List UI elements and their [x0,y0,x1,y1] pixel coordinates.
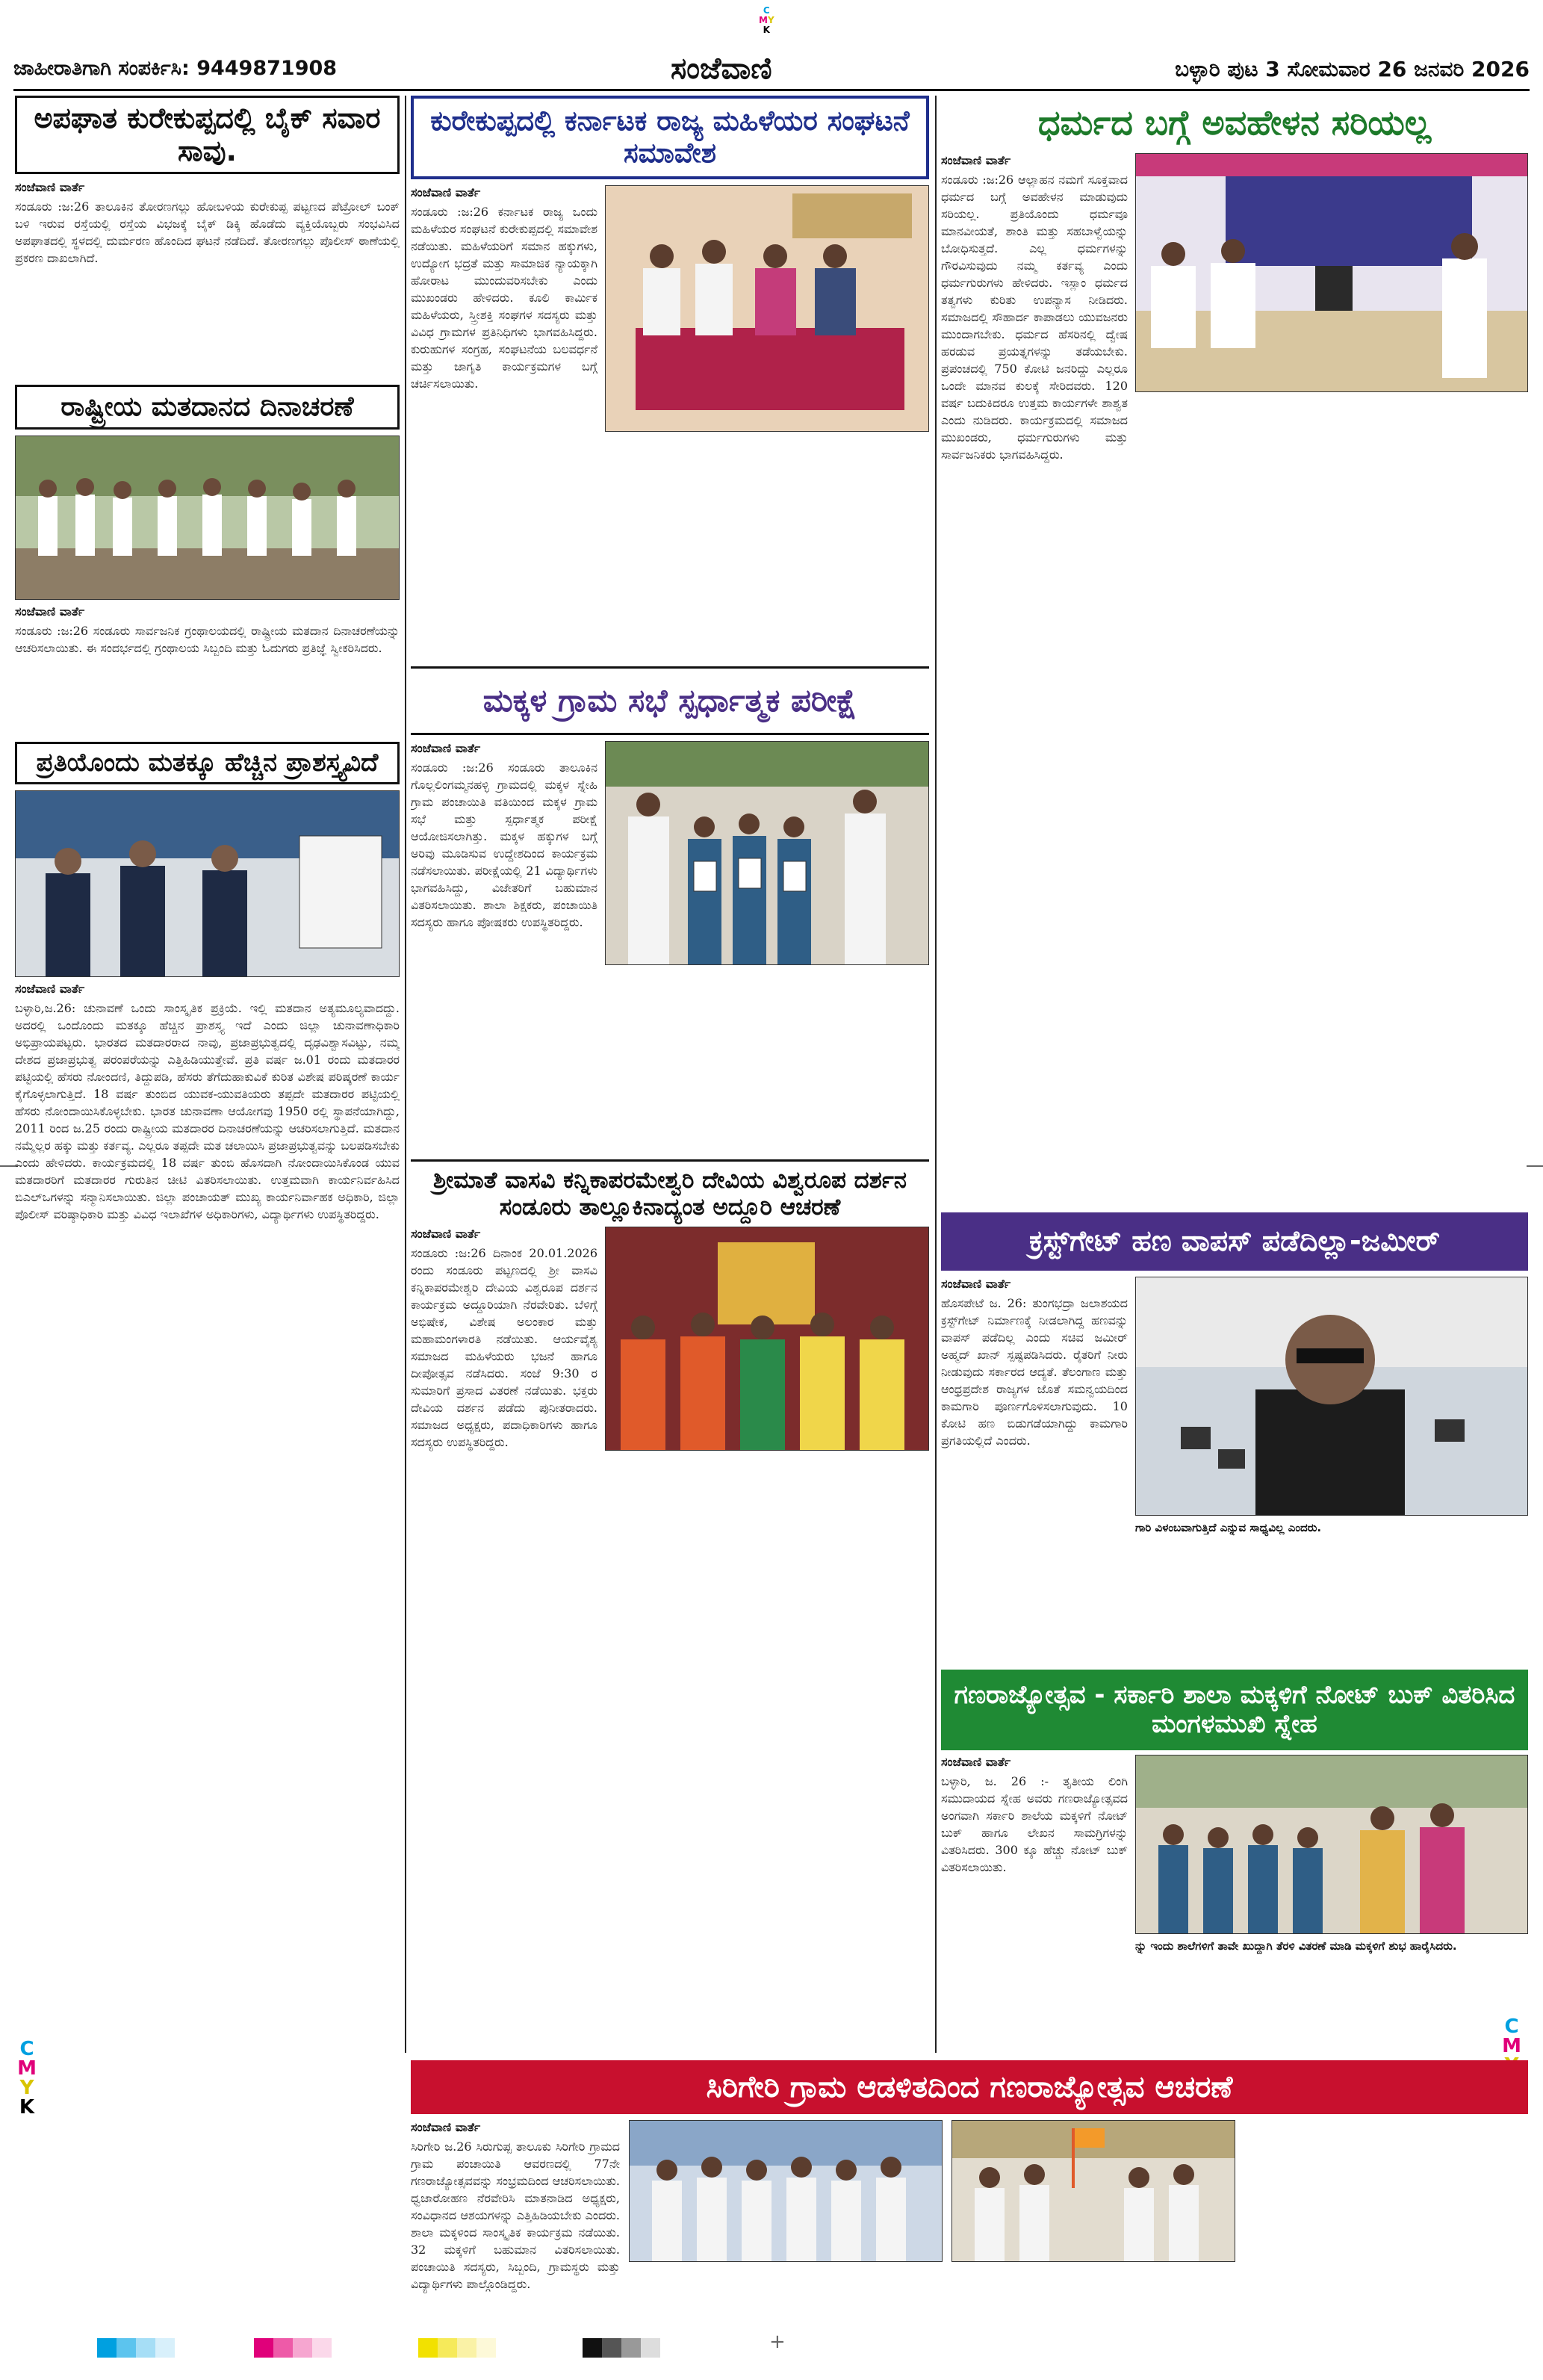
photo-voting-day-pledge-image [16,436,399,599]
column-rule [935,96,937,2053]
swatch-black [602,2338,621,2358]
dateline: ಬಳ್ಳಾರಿ ಪುಟ 3 ಸೋಮವಾರ 26 ಜನವರಿ 2026 [1175,57,1530,81]
photo-women-convention-image [606,186,928,431]
photo-minister-image [1136,1277,1527,1515]
byline: ಸಂಜೆವಾಣಿ ವಾರ್ತೆ [941,1754,1011,1769]
photo-vasavi-celebration-image [606,1227,928,1450]
story-every-vote-headline-box [15,742,400,784]
story-women-convention [411,185,929,663]
story-accident [15,96,400,174]
headline-religion: ಧರ್ಮದ ಬಗ್ಗೆ ಅವಹೇಳನ ಸರಿಯಲ್ಲ [1037,102,1432,143]
photo-sirigeri-1-image [630,2121,942,2261]
story-religion [941,153,1528,1206]
photo-vasavi-celebration [605,1227,929,1451]
headline-accident: ಅಪಘಾತ ಕುರೇಕುಪ್ಪದಲ್ಲಿ ಬೈಕ್ ಸವಾರ ಸಾವು. [34,102,381,167]
cmyk-k: K [19,2096,35,2119]
byline: ಸಂಜೆವಾಣಿ ವಾರ್ತೆ [941,1276,1011,1291]
cmyk-m: M [17,2057,37,2080]
story-notebook-media [1135,1755,1528,2016]
swatch-magenta [312,2338,332,2358]
cmyk-k: K [763,25,770,35]
story-sirigeri-row [411,2120,1528,2322]
swatch-cyan [97,2338,117,2358]
swatch-magenta [254,2338,273,2358]
story-children-text [411,741,597,1159]
story-body-voters-day: ಸಂಡೂರು :ಜ:26 ಸಂಡೂರು ಸಾರ್ವಜನಿಕ ಗ್ರಂಥಾಲಯದಲ್ಲಿ ರಾಷ್ಟ್ರೀಯ ಮತದಾನ ದಿನಾಚರಣೆಯನ್ನು ಆಚರಿಸಲಾಯಿತು. ಈ ಸಂದರ್ಭದಲ್ಲಿ ಗ್ರಂಥಾಲಯ ಸಿಬ್ಬಂದಿ ಮತ್ತು ಓದುಗರು ಪ್ರತಿಜ್ಞೆ ಸ್ವೀಕರಿಸಿದರು. [15,623,400,655]
story-body-women-convention: ಸಂಡೂರು :ಜ:26 ಕರ್ನಾಟಕ ರಾಜ್ಯ ಒಂದು ಮಹಿಳೆಯರ ಸಂಘಟನೆ ಕುರೇಕುಪ್ಪದಲ್ಲಿ ಸಮಾವೇಶ ನಡೆಯಿತು. ಮಹಿಳೆಯರಿಗೆ ಸಮಾನ ಹಕ್ಕುಗಳು, ಉದ್ಯೋಗ ಭದ್ರತೆ ಮತ್ತು ಸಾಮಾಜಿಕ ನ್ಯಾಯಕ್ಕಾಗಿ ಹೋರಾಟ ಮುಂದುವರಿಸಬೇಕು ಎಂದು ಮುಖಂಡರು ಹೇಳಿದರು. ಕೂಲಿ ಕಾರ್ಮಿಕ ಮಹಿಳೆಯರು, ಸ್ತ್ರೀಶಕ್ತಿ ಸಂಘಗಳ ಸದಸ್ಯರು ಮತ್ತು ವಿವಿಧ ಗ್ರಾಮಗಳ ಪ್ರತಿನಿಧಿಗಳು ಭಾಗವಹಿಸಿದ್ದರು. ಕುರುಹುಗಳ ಸಂಗ್ರಹ, ಸಂಘಟನೆಯ ಬಲವರ್ಧನೆ ಮತ್ತು ಜಾಗೃತಿ ಕಾರ್ಯಕ್ರಮಗಳ ಬಗ್ಗೆ ಚರ್ಚಿಸಲಾಯಿತು. [411,205,597,391]
story-notebook-text [941,1755,1128,2016]
story-children-gram-sabha [411,741,929,1159]
cmyk-y: Y [767,15,774,25]
byline: ಸಂಜೆವಾಣಿ ವಾರ್ತೆ [15,604,85,619]
photo-religion-talk [1135,153,1528,392]
story-crestgate-media [1135,1277,1528,1665]
story-crestgate [941,1277,1528,1665]
story-sirigeri-text [411,2120,620,2322]
byline: ಸಂಜೆವಾಣಿ ವಾರ್ತೆ [411,741,481,755]
photo-religion-talk-image [1136,154,1527,391]
cmyk-c: C [1504,2015,1519,2038]
headline-voters-day: ರಾಷ್ಟ್ರೀಯ ಮತದಾನದ ದಿನಾಚರಣೆ [60,391,354,423]
photo-sirigeri-1 [629,2120,943,2262]
caption-notebook: ನ್ನು ಇಂದು ಶಾಲೆಗಳಿಗೆ ತಾವೇ ಖುದ್ದಾಗಿ ತೆರಳಿ ವಿತರಣೆ ಮಾಡಿ ಮಕ್ಕಳಿಗೆ ಶುಭ ಹಾರೈಸಿದರು. [1135,1939,1457,1953]
banner-notebook: ಗಣರಾಜ್ಯೋತ್ಸವ - ಸರ್ಕಾರಿ ಶಾಲಾ ಮಕ್ಕಳಿಗೆ ನೋಟ್ ಬುಕ್ ವಿತರಿಸಿದ ಮಂಗಳಮುಖಿ ಸ್ನೇಹ [941,1670,1528,1750]
swatch-black [641,2338,660,2358]
color-registration-strip [97,2338,710,2358]
byline: ಸಂಜೆವಾಣಿ ವಾರ್ತೆ [411,2120,481,2134]
headline-vasavi: ಶ್ರೀಮಾತೆ ವಾಸವಿ ಕನ್ನಿಕಾಪರಮೇಶ್ವರಿ ದೇವಿಯ ವಿಶ್ವರೂಪ ದರ್ಶನ ಸಂಡೂರು ತಾಲ್ಲೂಕಿನಾದ್ಯಂತ ಅದ್ದೂರಿ ಆಚರಣೆ [432,1167,907,1221]
byline: ಸಂಜೆವಾಣಿ ವಾರ್ತೆ [411,1227,481,1242]
story-vasavi-headline-box [411,1159,929,1221]
story-crestgate-text [941,1277,1128,1665]
byline: ಸಂಜೆವಾಣಿ ವಾರ್ತೆ [941,152,1011,167]
photo-sirigeri-2 [951,2120,1235,2262]
crop-mark-right [1527,1165,1543,1167]
column-rule [405,96,406,2053]
story-vasavi [411,1227,929,2033]
register-cross-bottom: + [769,2331,786,2353]
swatch-yellow [476,2338,496,2358]
byline: ಸಂಜೆವಾಣಿ ವಾರ್ತೆ [15,180,85,195]
photo-election-officials-image [16,791,399,976]
photo-children-exam-image [606,742,928,964]
story-religion-text-1 [941,153,1128,1206]
story-body-notebook: ಬಳ್ಳಾರಿ, ಜ. 26 :- ತೃತೀಯ ಲಿಂಗಿ ಸಮುದಾಯದ ಸ್ನೇಹ ಅವರು ಗಣರಾಜ್ಯೋತ್ಸವದ ಅಂಗವಾಗಿ ಸರ್ಕಾರಿ ಶಾಲೆಯ ಮಕ್ಕಳಿಗೆ ನೋಟ್ ಬುಕ್ ಹಾಗೂ ಲೇಖನ ಸಾಮಗ್ರಿಗಳನ್ನು ವಿತರಿಸಿದರು. 300 ಕ್ಕೂ ಹೆಚ್ಚು ನೋಟ್ ಬುಕ್ ವಿತರಿಸಲಾಯಿತು. [941,1773,1128,1874]
photo-women-convention [605,185,929,432]
photo-notebook-image [1136,1755,1527,1933]
byline: ಸಂಜೆವಾಣಿ ವಾರ್ತೆ [15,981,85,996]
column-left [15,96,400,2053]
photo-voting-day-pledge [15,436,400,600]
story-body-children: ಸಂಡೂರು :ಜ:26 ಸಂಡೂರು ತಾಲೂಕಿನ ಗೊಲ್ಲಲಿಂಗಮ್ಮನಹಳ್ಳಿ ಗ್ರಾಮದಲ್ಲಿ ಮಕ್ಕಳ ಸ್ನೇಹಿ ಗ್ರಾಮ ಪಂಚಾಯಿತಿ ವತಿಯಿಂದ ಮಕ್ಕಳ ಗ್ರಾಮ ಸಭೆ ಮತ್ತು ಸ್ಪರ್ಧಾತ್ಮಕ ಪರೀಕ್ಷೆ ಆಯೋಜಿಸಲಾಗಿತ್ತು. ಮಕ್ಕಳ ಹಕ್ಕುಗಳ ಬಗ್ಗೆ ಅರಿವು ಮೂಡಿಸುವ ಉದ್ದೇಶದಿಂದ ಕಾರ್ಯಕ್ರಮ ನಡೆಸಲಾಯಿತು. ಪರೀಕ್ಷೆಯಲ್ಲಿ 21 ವಿದ್ಯಾರ್ಥಿಗಳು ಭಾಗವಹಿಸಿದ್ದು, ವಿಜೇತರಿಗೆ ಬಹುಮಾನ ವಿತರಿಸಲಾಯಿತು. ಶಾಲಾ ಶಿಕ್ಷಕರು, ಪಂಚಾಯಿತಿ ಸದಸ್ಯರು ಹಾಗೂ ಪೋಷಕರು ಉಪಸ್ಥಿತರಿದ್ದರು. [411,760,597,929]
story-women-text [411,185,597,663]
photo-sirigeri-2-image [952,2121,1235,2261]
story-body-every-vote: ಬಳ್ಳಾರಿ,ಜ.26: ಚುನಾವಣೆ ಒಂದು ಸಾಂಸ್ಕೃತಿಕ ಪ್ರಕ್ರಿಯೆ. ಇಲ್ಲಿ ಮತದಾನ ಅತ್ಯಮೂಲ್ಯವಾದದ್ದು. ಅದರಲ್ಲಿ ಒಂದೊಂದು ಮತಕ್ಕೂ ಹೆಚ್ಚಿನ ಪ್ರಾಶಸ್ತ್ಯ ಇದೆ ಎಂದು ಜಿಲ್ಲಾ ಚುನಾವಣಾಧಿಕಾರಿ ಅಭಿಪ್ರಾಯಪಟ್ಟರು. ಭಾರತದ ಮತದಾರರಾದ ನಾವು, ಪ್ರಜಾಪ್ರಭುತ್ವದಲ್ಲಿ ದೃಢವಿಶ್ವಾಸವಿಟ್ಟು, ನಮ್ಮ ದೇಶದ ಪ್ರಜಾಪ್ರಭುತ್ವ ಪರಂಪರೆಯನ್ನು ಎತ್ತಿಹಿಡಿಯುತ್ತೇವೆ. ಪ್ರತಿ ವರ್ಷ ಜ.01 ರಂದು ಮತದಾರರ ಪಟ್ಟಿಯಲ್ಲಿ ಹೆಸರು ನೋಂದಣಿ, ತಿದ್ದುಪಡಿ, ಹೆಸರು ತೆಗೆದುಹಾಕುವಿಕೆ ಕುರಿತ ವಿಶೇಷ ಪರಿಷ್ಕರಣೆ ಕಾರ್ಯ ಕೈಗೊಳ್ಳಲಾಗುತ್ತಿದೆ. 18 ವರ್ಷ ತುಂಬಿದ ಯುವಕ-ಯುವತಿಯರು ತಪ್ಪದೇ ಮತದಾರರ ಪಟ್ಟಿಯಲ್ಲಿ ಹೆಸರು ನೋಂದಾಯಿಸಿಕೊಳ್ಳಬೇಕು. ಭಾರತ ಚುನಾವಣಾ ಆಯೋಗವು 1950 ರಲ್ಲಿ ಸ್ಥಾಪನೆಯಾಗಿದ್ದು, 2011 ರಿಂದ ಜ.25 ರಂದು ರಾಷ್ಟ್ರೀಯ ಮತದಾರರ ದಿನಾಚರಣೆಯನ್ನು ಆಚರಿಸಲಾಗುತ್ತಿದೆ. ಮತದಾನ ನಮ್ಮೆಲ್ಲರ ಹಕ್ಕು ಮತ್ತು ಕರ್ತವ್ಯ. ಎಲ್ಲರೂ ತಪ್ಪದೇ ಮತ ಚಲಾಯಿಸಿ ಪ್ರಜಾಪ್ರಭುತ್ವವನ್ನು ಬಲಪಡಿಸಬೇಕು ಎಂದು ಹೇಳಿದರು. ಕಾರ್ಯಕ್ರಮದಲ್ಲಿ 18 ವರ್ಷ ತುಂಬಿ ಹೊಸದಾಗಿ ನೋಂದಾಯಿಸಿಕೊಂಡ ಯುವ ಮತದಾರರಿಗೆ ಮತದಾರರ ಗುರುತಿನ ಚೀಟಿ ವಿತರಿಸಲಾಯಿತು. ಉತ್ತಮವಾಗಿ ಕಾರ್ಯನಿರ್ವಹಿಸಿದ ಬಿಎಲ್‌ಒಗಳನ್ನು ಸನ್ಮಾನಿಸಲಾಯಿತು. ಜಿಲ್ಲಾ ಪಂಚಾಯತ್ ಮುಖ್ಯ ಕಾರ್ಯನಿರ್ವಾಹಕ ಅಧಿಕಾರಿ, ಜಿಲ್ಲಾ ಪೊಲೀಸ್ ವರಿಷ್ಠಾಧಿಕಾರಿ ಮತ್ತು ವಿವಿಧ ಇಲಾಖೆಗಳ ಅಧಿಕಾರಿಗಳು, ವಿದ್ಯಾರ್ಥಿಗಳು ಉಪಸ್ಥಿತರಿದ್ದರು. [15,1000,400,1221]
photo-children-exam [605,741,929,965]
swatch-yellow [457,2338,476,2358]
story-body-sirigeri: ಸಿರಿಗೇರಿ ಜ.26 ಸಿರುಗುಪ್ಪ ತಾಲೂಕು ಸಿರಿಗೇರಿ ಗ್ರಾಮದ ಗ್ರಾಮ ಪಂಚಾಯಿತಿ ಆವರಣದಲ್ಲಿ 77ನೇ ಗಣರಾಜ್ಯೋತ್ಸವವನ್ನು ಸಂಭ್ರಮದಿಂದ ಆಚರಿಸಲಾಯಿತು. ಧ್ವಜಾರೋಹಣ ನೆರವೇರಿಸಿ ಮಾತನಾಡಿದ ಅಧ್ಯಕ್ಷರು, ಸಂವಿಧಾನದ ಆಶಯಗಳನ್ನು ಎತ್ತಿಹಿಡಿಯಬೇಕು ಎಂದರು. ಶಾಲಾ ಮಕ್ಕಳಿಂದ ಸಾಂಸ್ಕೃತಿಕ ಕಾರ್ಯಕ್ರಮ ನಡೆಯಿತು. 32 ಮಕ್ಕಳಿಗೆ ಬಹುಮಾನ ವಿತರಿಸಲಾಯಿತು. ಪಂಚಾಯಿತಿ ಸದಸ್ಯರು, ಸಿಬ್ಬಂದಿ, ಗ್ರಾಮಸ್ಥರು ಮತ್ತು ವಿದ್ಯಾರ್ಥಿಗಳು ಪಾಲ್ಗೊಂಡಿದ್ದರು. [411,2139,620,2291]
swatch-yellow [438,2338,457,2358]
photo-notebook [1135,1755,1528,1934]
swatch-cyan [136,2338,155,2358]
swatch-magenta [273,2338,293,2358]
cmyk-m: M [759,15,768,25]
banner-children-gram-sabha: ಮಕ್ಕಳ ಗ್ರಾಮ ಸಭೆ ಸ್ಪರ್ಧಾತ್ಮಕ ಪರೀಕ್ಷೆ [411,666,929,735]
banner-women-convention: ಕುರೇಕುಪ್ಪದಲ್ಲಿ ಕರ್ನಾಟಕ ರಾಜ್ಯ ಮಹಿಳೆಯರ ಸಂಘಟನೆ ಸಮಾವೇಶ [411,96,929,179]
photo-election-officials [15,790,400,977]
column-right [941,96,1528,2053]
swatch-black [583,2338,602,2358]
cmyk-y: Y [19,2077,34,2099]
story-body-crestgate: ಹೊಸಪೇಟೆ ಜ. 26: ತುಂಗಭದ್ರಾ ಜಲಾಶಯದ ಕ್ರಸ್ಟ್‌ಗೇಟ್ ನಿರ್ಮಾಣಕ್ಕೆ ನೀಡಲಾಗಿದ್ದ ಹಣವನ್ನು ವಾಪಸ್ ಪಡೆದಿಲ್ಲ ಎಂದು ಸಚಿವ ಜಮೀರ್ ಅಹ್ಮದ್ ಖಾನ್ ಸ್ಪಷ್ಟಪಡಿಸಿದರು. ರೈತರಿಗೆ ನೀರು ನೀಡುವುದು ಸರ್ಕಾರದ ಆದ್ಯತೆ. ತೆಲಂಗಾಣ ಮತ್ತು ಆಂಧ್ರಪ್ರದೇಶ ರಾಜ್ಯಗಳ ಜೊತೆ ಸಮನ್ವಯದಿಂದ ಕಾಮಗಾರಿ ಪೂರ್ಣಗೊಳಿಸಲಾಗುವುದು. 10 ಕೋಟಿ ಹಣ ಬಿಡುಗಡೆಯಾಗಿದ್ದು ಕಾಮಗಾರಿ ಪ್ರಗತಿಯಲ್ಲಿದೆ ಎಂದರು. [941,1295,1128,1448]
caption-minister: ಗಾರಿ ವಿಳಂಬವಾಗುತ್ತಿದೆ ಎನ್ನುವ ಸಾಧ್ಯವಿಲ್ಲ ಎಂದರು. [1135,1520,1322,1534]
swatch-cyan [117,2338,136,2358]
cmyk-c: C [19,2038,34,2060]
swatch-black [621,2338,641,2358]
story-body-vasavi: ಸಂಡೂರು :ಜ:26 ದಿನಾಂಕ 20.01.2026 ರಂದು ಸಂಡೂರು ಪಟ್ಟಣದಲ್ಲಿ ಶ್ರೀ ವಾಸವಿ ಕನ್ನಿಕಾಪರಮೇಶ್ವರಿ ದೇವಿಯ ವಿಶ್ವರೂಪ ದರ್ಶನ ಕಾರ್ಯಕ್ರಮ ಅದ್ದೂರಿಯಾಗಿ ನೆರವೇರಿತು. ಬೆಳಿಗ್ಗೆ ಅಭಿಷೇಕ, ವಿಶೇಷ ಅಲಂಕಾರ ಮತ್ತು ಮಹಾಮಂಗಳಾರತಿ ನಡೆಯಿತು. ಆರ್ಯವೈಶ್ಯ ಸಮಾಜದ ಮಹಿಳೆಯರು ಭಜನೆ ಹಾಗೂ ದೀಪೋತ್ಸವ ನಡೆಸಿದರು. ಸಂಜೆ 9:30 ರ ಸುಮಾರಿಗೆ ಪ್ರಸಾದ ವಿತರಣೆ ನಡೆಯಿತು. ಭಕ್ತರು ದೇವಿಯ ದರ್ಶನ ಪಡೆದು ಪುನೀತರಾದರು. ಸಮಾಜದ ಅಧ್ಯಕ್ಷರು, ಪದಾಧಿಕಾರಿಗಳು ಹಾಗೂ ಸದಸ್ಯರು ಉಪಸ್ಥಿತರಿದ್ದರು. [411,1246,597,1450]
story-voters-day-headline-box [15,385,400,429]
story-vasavi-text [411,1227,597,2033]
cmyk-registration-top [759,6,774,35]
headline-every-vote: ಪ್ರತಿಯೊಂದು ಮತಕ್ಕೂ ಹೆಚ್ಚಿನ ಪ್ರಾಶಸ್ತ್ಯವಿದೆ [36,747,379,778]
story-body-accident: ಸಂಡೂರು :ಜ:26 ತಾಲೂಕಿನ ತೋರಣಗಲ್ಲು ಹೋಬಳಿಯ ಕುರೇಕುಪ್ಪ ಪಟ್ಟಣದ ಪೆಟ್ರೋಲ್ ಬಂಕ್ ಬಳಿ ಇರುವ ರಸ್ತೆಯಲ್ಲಿ ರಸ್ತೆಯ ವಿಭಜಕ್ಕೆ ಬೈಕ್ ಡಿಕ್ಕಿ ಹೊಡೆದು ವ್ಯಕ್ತಿಯೊಬ್ಬರು ಸಂಭವಿಸಿದ ಅಪಘಾತದಲ್ಲಿ ಸ್ಥಳದಲ್ಲಿ ದುರ್ಮರಣ ಹೊಂದಿದ ಘಟನೆ ನಡೆದಿದೆ. ತೋರಣಗಲ್ಲು ಪೊಲೀಸ್ ಠಾಣೆಯಲ್ಲಿ ಪ್ರಕರಣ ದಾಖಲಾಗಿದೆ. [15,199,400,266]
ad-contact: ಜಾಹೀರಾತಿಗಾಗಿ ಸಂಪರ್ಕಿಸಿ: 9449871908 [13,57,338,80]
photo-minister [1135,1277,1528,1516]
cmyk-c: C [763,5,770,16]
byline: ಸಂಜೆವಾಣಿ ವಾರ್ತೆ [411,185,481,199]
story-notebook [941,1755,1528,2016]
masthead-logo: ಸಂಜೆವಾಣಿ [671,51,772,86]
cmyk-m: M [1502,2035,1521,2057]
swatch-cyan [155,2338,175,2358]
swatch-magenta [293,2338,312,2358]
banner-crestgate: ಕ್ರಸ್ಟ್‌ಗೇಟ್ ಹಣ ವಾಪಸ್ ಪಡೆದಿಲ್ಲಾ-ಜಮೀರ್ [941,1212,1528,1271]
story-body-religion: ಸಂಡೂರು :ಜ:26 ಆಲ್ಲಾಹನ ನಮಗೆ ಸೂಕ್ತವಾದ ಧರ್ಮದ ಬಗ್ಗೆ ಅವಹೇಳನ ಮಾಡುವುದು ಸರಿಯಲ್ಲ. ಪ್ರತಿಯೊಂದು ಧರ್ಮವೂ ಮಾನವೀಯತೆ, ಶಾಂತಿ ಮತ್ತು ಸಹಬಾಳ್ವೆಯನ್ನು ಬೋಧಿಸುತ್ತದೆ. ಎಲ್ಲ ಧರ್ಮಗಳನ್ನು ಗೌರವಿಸುವುದು ನಮ್ಮ ಕರ್ತವ್ಯ ಎಂದು ಧರ್ಮಗುರುಗಳು ಹೇಳಿದರು. ಇಸ್ಲಾಂ ಧರ್ಮದ ತತ್ವಗಳು ಕುರಿತು ಉಪನ್ಯಾಸ ನೀಡಿದರು. ಸಮಾಜದಲ್ಲಿ ಸೌಹಾರ್ದ ಕಾಪಾಡಲು ಯುವಜನರು ಮುಂದಾಗಬೇಕು. ಧರ್ಮದ ಹೆಸರಿನಲ್ಲಿ ದ್ವೇಷ ಹರಡುವ ಪ್ರಯತ್ನಗಳನ್ನು ತಡೆಯಬೇಕು. ಪ್ರಪಂಚದಲ್ಲಿ 750 ಕೋಟಿ ಜನರಿದ್ದು ಎಲ್ಲರೂ ಒಂದೇ ಮಾನವ ಕುಲಕ್ಕೆ ಸೇರಿದವರು. 120 ವರ್ಷ ಬದುಕಿದರೂ ಉತ್ತಮ ಕಾರ್ಯಗಳೇ ಶಾಶ್ವತ ಎಂದು ನುಡಿದರು. ಕಾರ್ಯಕ್ರಮದಲ್ಲಿ ಸಮಾಜದ ಮುಖಂಡರು, ಧರ್ಮಗುರುಗಳು ಮತ್ತು ಸಾರ್ವಜನಿಕರು ಭಾಗವಹಿಸಿದ್ದರು. [941,172,1128,462]
swatch-yellow [418,2338,438,2358]
page-header [13,51,1530,91]
banner-sirigeri: ಸಿರಿಗೇರಿ ಗ್ರಾಮ ಆಡಳಿತದಿಂದ ಗಣರಾಜ್ಯೋತ್ಸವ ಆಚರಣೆ [411,2060,1528,2114]
column-middle [411,96,929,2053]
story-sirigeri [411,2060,1528,2329]
